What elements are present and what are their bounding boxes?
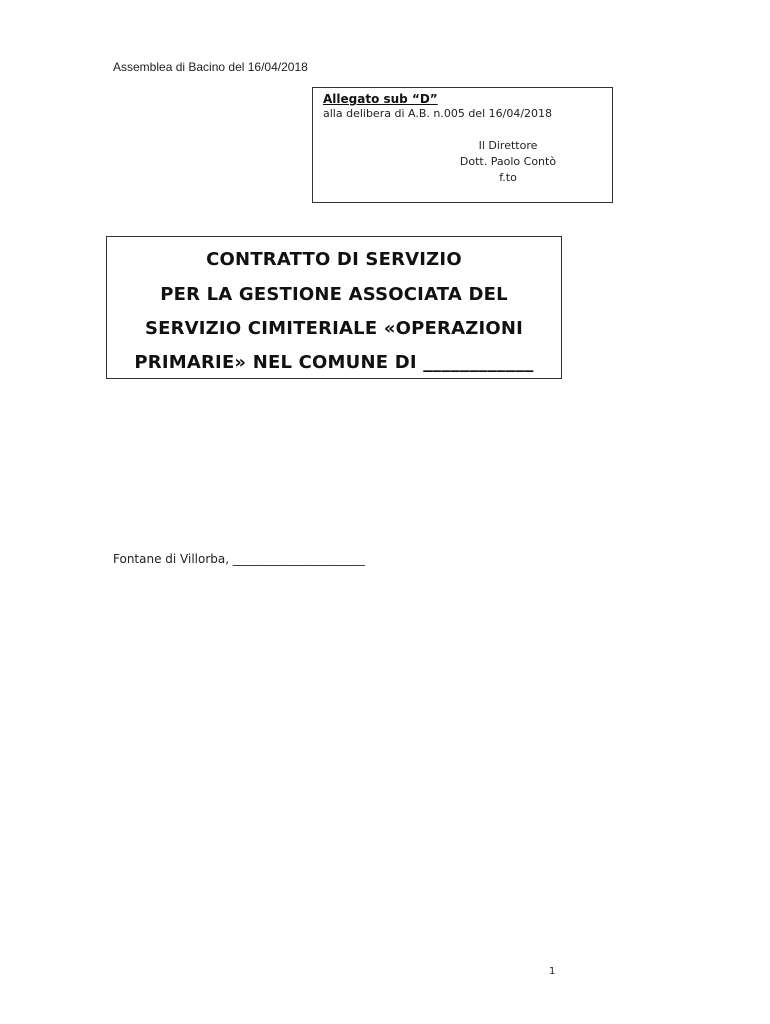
allegato-box [312, 87, 613, 203]
assembly-date-header: Assemblea di Bacino del 16/04/2018 [113, 60, 308, 74]
place-date-line: Fontane di Villorba, ______________________ [113, 552, 365, 566]
signatory-role: Il Direttore [478, 139, 538, 152]
contract-title-box [106, 236, 562, 379]
contract-title-line-1: CONTRATTO DI SERVIZIO [206, 249, 462, 270]
signed-mark: f.to [499, 171, 517, 184]
signature-block [428, 138, 588, 186]
allegato-title: Allegato sub “D” [323, 92, 438, 106]
signatory-name: Dott. Paolo Contò [459, 155, 557, 168]
contract-title-line-4: PRIMARIE» NEL COMUNE DI ____________ [134, 352, 534, 373]
page-number: 1 [549, 966, 556, 977]
contract-title-line-2: PER LA GESTIONE ASSOCIATA DEL [160, 284, 508, 305]
contract-title-line-3: SERVIZIO CIMITERIALE «OPERAZIONI [144, 318, 524, 339]
allegato-reference: alla delibera di A.B. n.005 del 16/04/2018 [323, 107, 553, 120]
